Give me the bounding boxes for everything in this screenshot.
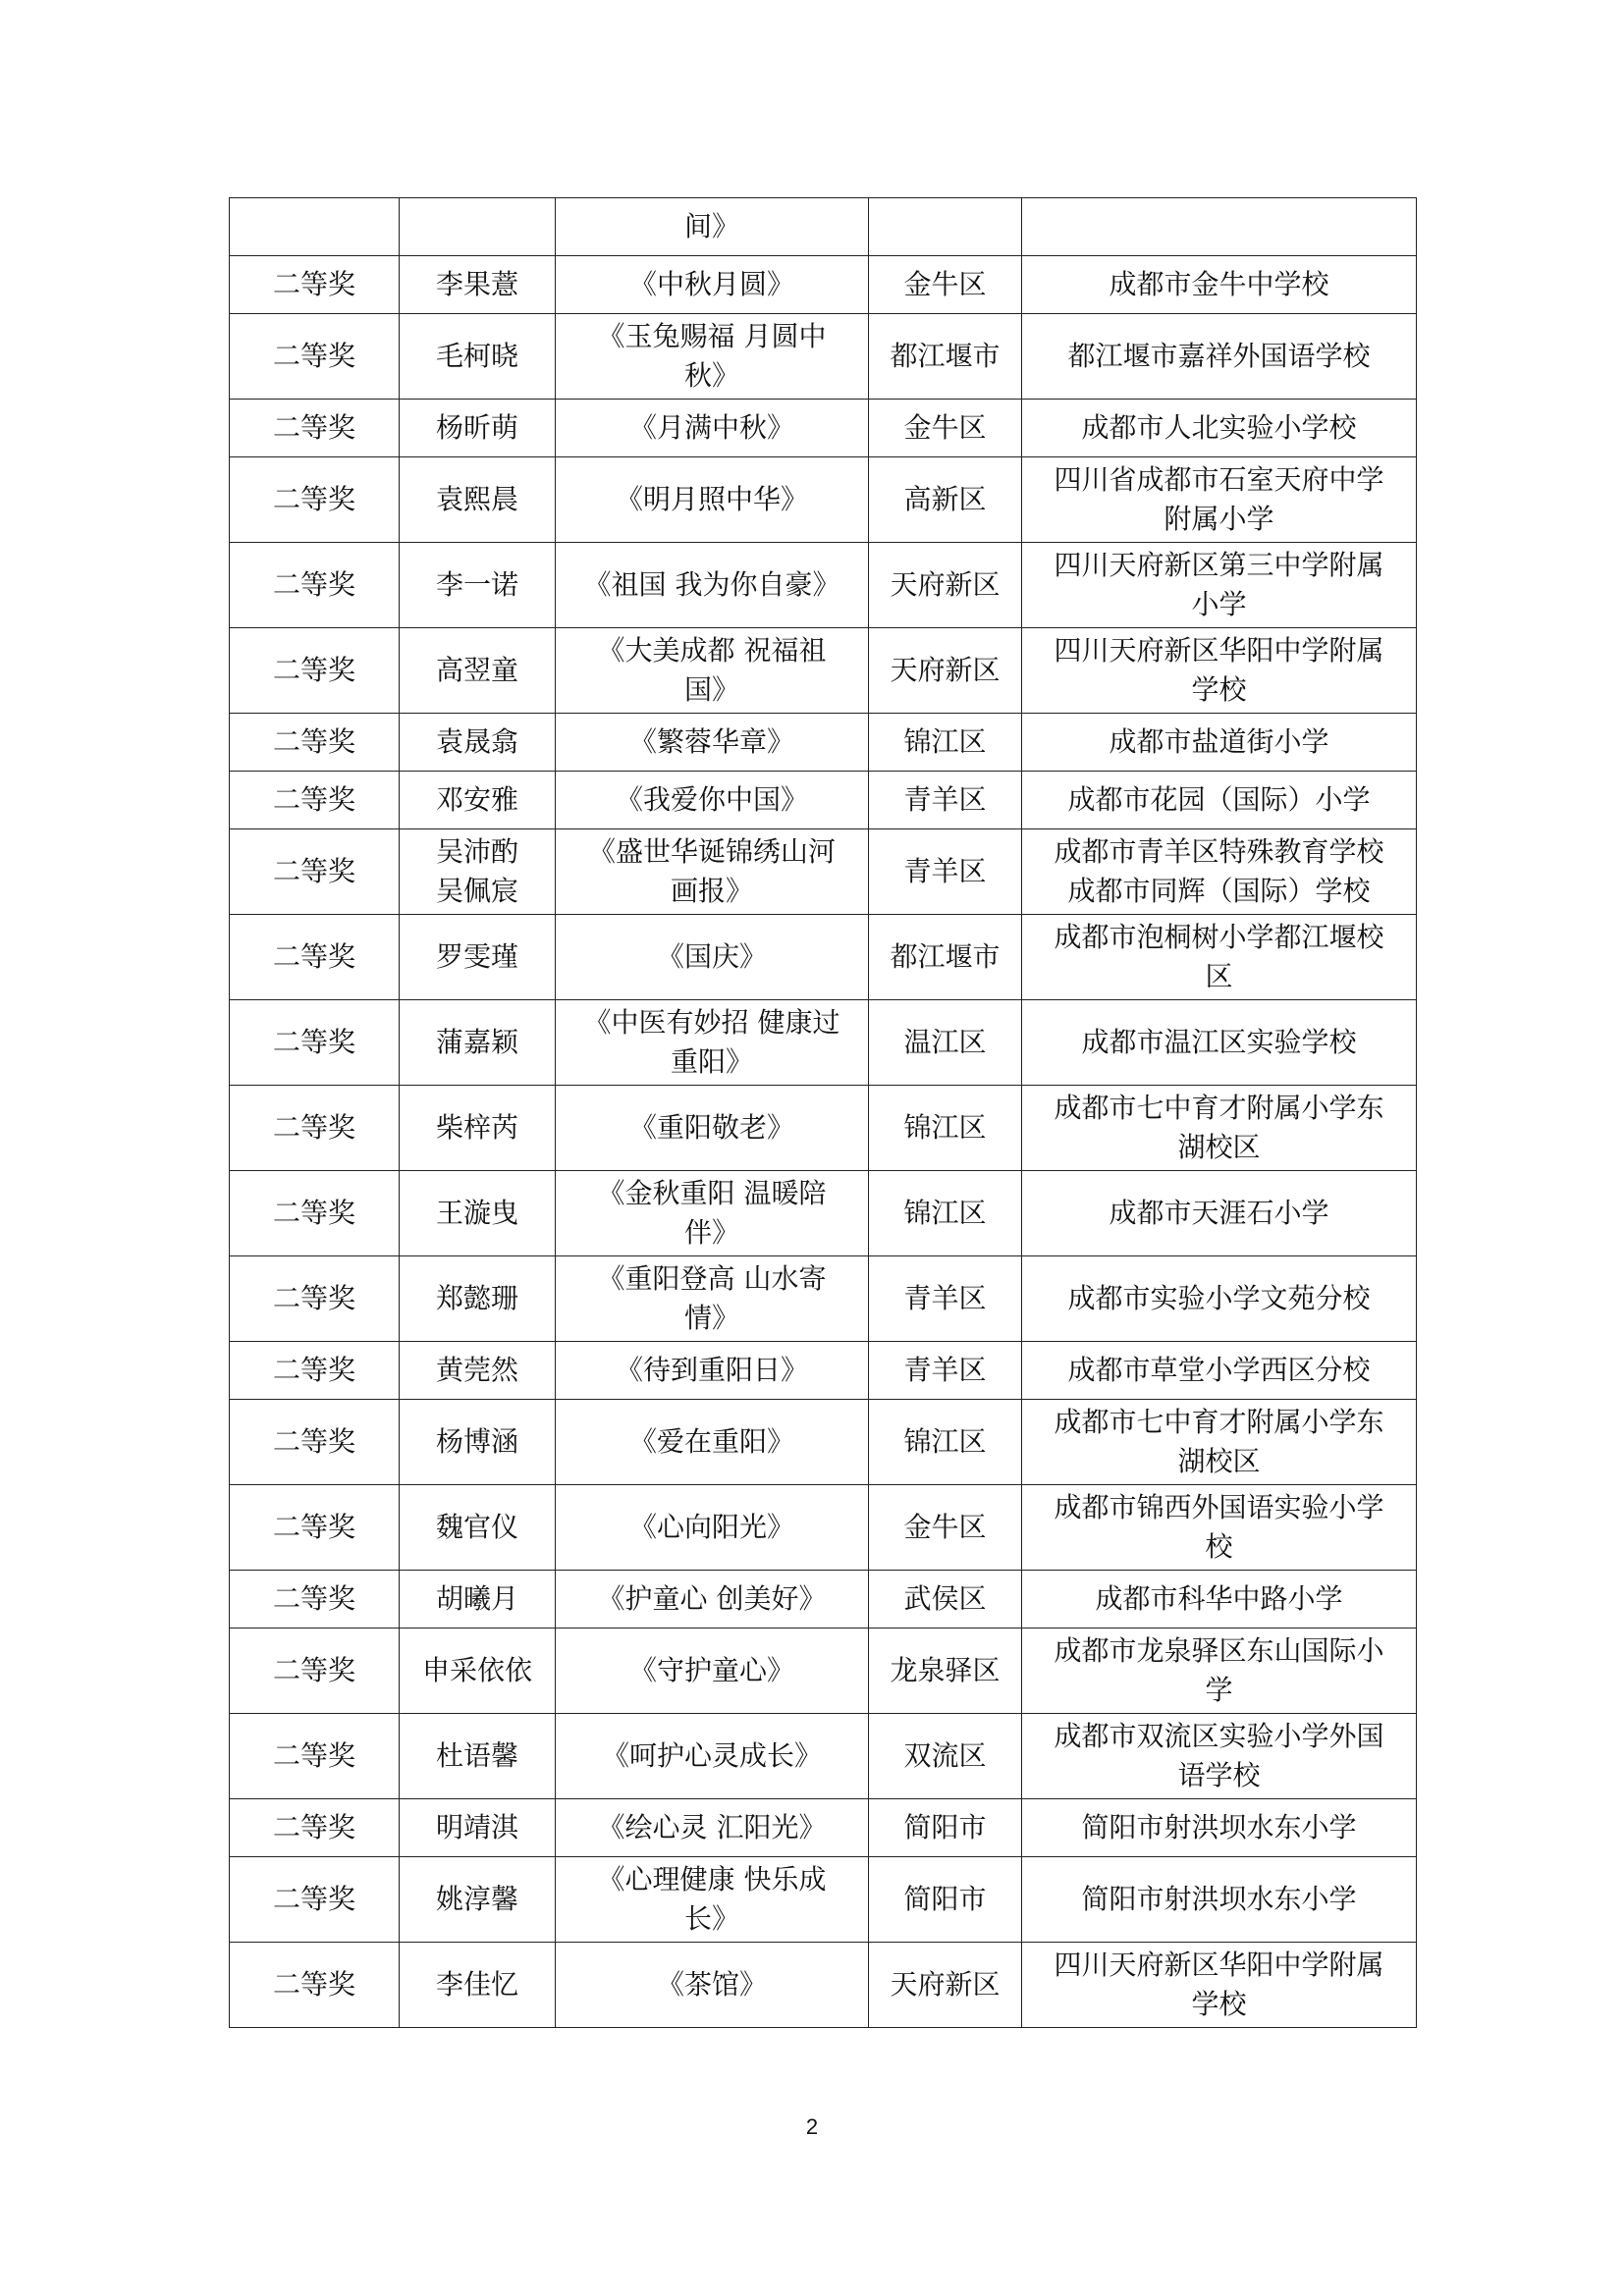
work-title-cell: 《守护童心》 bbox=[556, 1629, 869, 1714]
district-cell: 温江区 bbox=[869, 1000, 1022, 1086]
award-cell: 二等奖 bbox=[230, 1086, 400, 1171]
work-title-cell: 《中医有妙招 健康过 重阳》 bbox=[556, 1000, 869, 1086]
award-cell: 二等奖 bbox=[230, 1943, 400, 2028]
page-number: 2 bbox=[805, 2114, 819, 2139]
award-cell: 二等奖 bbox=[230, 628, 400, 714]
school-cell: 都江堰市嘉祥外国语学校 bbox=[1022, 314, 1417, 400]
work-title-cell: 《大美成都 祝福祖 国》 bbox=[556, 628, 869, 714]
award-cell: 二等奖 bbox=[230, 1000, 400, 1086]
award-cell: 二等奖 bbox=[230, 256, 400, 314]
name-cell bbox=[400, 198, 556, 256]
district-cell: 金牛区 bbox=[869, 256, 1022, 314]
school-cell: 成都市草堂小学西区分校 bbox=[1022, 1342, 1417, 1400]
table-row bbox=[230, 714, 1417, 772]
table-row bbox=[230, 1000, 1417, 1086]
work-title-cell: 《明月照中华》 bbox=[556, 457, 869, 543]
table-row bbox=[230, 314, 1417, 400]
work-title-cell: 《茶馆》 bbox=[556, 1943, 869, 2028]
school-cell: 四川天府新区华阳中学附属 学校 bbox=[1022, 628, 1417, 714]
district-cell: 武侯区 bbox=[869, 1571, 1022, 1629]
name-cell: 袁晟翕 bbox=[400, 714, 556, 772]
table-row bbox=[230, 256, 1417, 314]
work-title-cell: 《玉兔赐福 月圆中 秋》 bbox=[556, 314, 869, 400]
work-title-cell: 《国庆》 bbox=[556, 915, 869, 1000]
award-cell: 二等奖 bbox=[230, 714, 400, 772]
name-cell: 毛柯晓 bbox=[400, 314, 556, 400]
award-cell: 二等奖 bbox=[230, 1400, 400, 1485]
school-cell: 成都市盐道街小学 bbox=[1022, 714, 1417, 772]
work-title-cell: 《盛世华诞锦绣山河 画报》 bbox=[556, 829, 869, 915]
award-cell: 二等奖 bbox=[230, 543, 400, 628]
district-cell: 青羊区 bbox=[869, 829, 1022, 915]
district-cell: 锦江区 bbox=[869, 1171, 1022, 1256]
award-cell: 二等奖 bbox=[230, 1857, 400, 1943]
name-cell: 魏官仪 bbox=[400, 1485, 556, 1571]
district-cell: 锦江区 bbox=[869, 714, 1022, 772]
district-cell: 简阳市 bbox=[869, 1857, 1022, 1943]
name-cell: 胡曦月 bbox=[400, 1571, 556, 1629]
school-cell: 简阳市射洪坝水东小学 bbox=[1022, 1857, 1417, 1943]
award-cell: 二等奖 bbox=[230, 772, 400, 829]
school-cell: 成都市泡桐树小学都江堰校 区 bbox=[1022, 915, 1417, 1000]
work-title-cell: 《繁蓉华章》 bbox=[556, 714, 869, 772]
award-cell: 二等奖 bbox=[230, 457, 400, 543]
name-cell: 袁熙晨 bbox=[400, 457, 556, 543]
school-cell: 四川天府新区第三中学附属 小学 bbox=[1022, 543, 1417, 628]
name-cell: 邓安雅 bbox=[400, 772, 556, 829]
table-row bbox=[230, 1799, 1417, 1857]
work-title-cell: 《待到重阳日》 bbox=[556, 1342, 869, 1400]
work-title-cell: 《爱在重阳》 bbox=[556, 1400, 869, 1485]
table-row bbox=[230, 400, 1417, 457]
name-cell: 蒲嘉颖 bbox=[400, 1000, 556, 1086]
district-cell: 锦江区 bbox=[869, 1086, 1022, 1171]
work-title-cell: 《金秋重阳 温暖陪 伴》 bbox=[556, 1171, 869, 1256]
name-cell: 杜语馨 bbox=[400, 1714, 556, 1799]
district-cell: 金牛区 bbox=[869, 400, 1022, 457]
name-cell: 郑懿珊 bbox=[400, 1256, 556, 1342]
work-title-cell: 《我爱你中国》 bbox=[556, 772, 869, 829]
award-cell: 二等奖 bbox=[230, 1256, 400, 1342]
school-cell: 成都市锦西外国语实验小学 校 bbox=[1022, 1485, 1417, 1571]
table-row bbox=[230, 1086, 1417, 1171]
table-row bbox=[230, 829, 1417, 915]
name-cell: 黄莞然 bbox=[400, 1342, 556, 1400]
award-cell: 二等奖 bbox=[230, 1629, 400, 1714]
award-cell: 二等奖 bbox=[230, 1571, 400, 1629]
table-row bbox=[230, 915, 1417, 1000]
district-cell: 双流区 bbox=[869, 1714, 1022, 1799]
work-title-cell: 《重阳登高 山水寄 情》 bbox=[556, 1256, 869, 1342]
award-cell: 二等奖 bbox=[230, 1714, 400, 1799]
school-cell: 成都市花园（国际）小学 bbox=[1022, 772, 1417, 829]
school-cell: 成都市双流区实验小学外国 语学校 bbox=[1022, 1714, 1417, 1799]
district-cell: 天府新区 bbox=[869, 628, 1022, 714]
name-cell: 杨昕萌 bbox=[400, 400, 556, 457]
table-row bbox=[230, 198, 1417, 256]
district-cell: 青羊区 bbox=[869, 772, 1022, 829]
award-cell: 二等奖 bbox=[230, 829, 400, 915]
name-cell: 姚淳馨 bbox=[400, 1857, 556, 1943]
work-title-cell: 间》 bbox=[556, 198, 869, 256]
school-cell: 成都市青羊区特殊教育学校 成都市同辉（国际）学校 bbox=[1022, 829, 1417, 915]
name-cell: 李佳忆 bbox=[400, 1943, 556, 2028]
work-title-cell: 《祖国 我为你自豪》 bbox=[556, 543, 869, 628]
table-row bbox=[230, 1714, 1417, 1799]
school-cell: 成都市龙泉驿区东山国际小 学 bbox=[1022, 1629, 1417, 1714]
work-title-cell: 《绘心灵 汇阳光》 bbox=[556, 1799, 869, 1857]
school-cell: 四川天府新区华阳中学附属 学校 bbox=[1022, 1943, 1417, 2028]
name-cell: 李果薏 bbox=[400, 256, 556, 314]
award-cell: 二等奖 bbox=[230, 1485, 400, 1571]
school-cell: 成都市温江区实验学校 bbox=[1022, 1000, 1417, 1086]
school-cell: 成都市七中育才附属小学东 湖校区 bbox=[1022, 1400, 1417, 1485]
work-title-cell: 《呵护心灵成长》 bbox=[556, 1714, 869, 1799]
school-cell: 四川省成都市石室天府中学 附属小学 bbox=[1022, 457, 1417, 543]
table-row bbox=[230, 1400, 1417, 1485]
name-cell: 高翌童 bbox=[400, 628, 556, 714]
work-title-cell: 《重阳敬老》 bbox=[556, 1086, 869, 1171]
table-row bbox=[230, 1342, 1417, 1400]
table-row bbox=[230, 1571, 1417, 1629]
name-cell: 李一诺 bbox=[400, 543, 556, 628]
table-row bbox=[230, 1171, 1417, 1256]
award-cell: 二等奖 bbox=[230, 400, 400, 457]
award-cell: 二等奖 bbox=[230, 314, 400, 400]
award-cell bbox=[230, 198, 400, 256]
district-cell: 龙泉驿区 bbox=[869, 1629, 1022, 1714]
school-cell: 成都市科华中路小学 bbox=[1022, 1571, 1417, 1629]
award-cell: 二等奖 bbox=[230, 1342, 400, 1400]
work-title-cell: 《心向阳光》 bbox=[556, 1485, 869, 1571]
table-row bbox=[230, 1256, 1417, 1342]
district-cell: 天府新区 bbox=[869, 543, 1022, 628]
table-row bbox=[230, 457, 1417, 543]
school-cell: 成都市金牛中学校 bbox=[1022, 256, 1417, 314]
district-cell: 青羊区 bbox=[869, 1256, 1022, 1342]
awards-table bbox=[229, 197, 1417, 2028]
school-cell bbox=[1022, 198, 1417, 256]
work-title-cell: 《心理健康 快乐成 长》 bbox=[556, 1857, 869, 1943]
district-cell: 金牛区 bbox=[869, 1485, 1022, 1571]
table-row bbox=[230, 1857, 1417, 1943]
district-cell: 都江堰市 bbox=[869, 915, 1022, 1000]
name-cell: 杨博涵 bbox=[400, 1400, 556, 1485]
table-row bbox=[230, 1629, 1417, 1714]
school-cell: 简阳市射洪坝水东小学 bbox=[1022, 1799, 1417, 1857]
name-cell: 明靖淇 bbox=[400, 1799, 556, 1857]
district-cell: 简阳市 bbox=[869, 1799, 1022, 1857]
district-cell bbox=[869, 198, 1022, 256]
table-row bbox=[230, 772, 1417, 829]
name-cell: 罗雯瑾 bbox=[400, 915, 556, 1000]
award-cell: 二等奖 bbox=[230, 915, 400, 1000]
name-cell: 吴沛酌 吴佩宸 bbox=[400, 829, 556, 915]
work-title-cell: 《月满中秋》 bbox=[556, 400, 869, 457]
table-row bbox=[230, 1943, 1417, 2028]
district-cell: 高新区 bbox=[869, 457, 1022, 543]
school-cell: 成都市实验小学文苑分校 bbox=[1022, 1256, 1417, 1342]
work-title-cell: 《中秋月圆》 bbox=[556, 256, 869, 314]
table-row bbox=[230, 1485, 1417, 1571]
name-cell: 柴梓芮 bbox=[400, 1086, 556, 1171]
award-cell: 二等奖 bbox=[230, 1171, 400, 1256]
district-cell: 锦江区 bbox=[869, 1400, 1022, 1485]
district-cell: 天府新区 bbox=[869, 1943, 1022, 2028]
work-title-cell: 《护童心 创美好》 bbox=[556, 1571, 869, 1629]
school-cell: 成都市七中育才附属小学东 湖校区 bbox=[1022, 1086, 1417, 1171]
school-cell: 成都市天涯石小学 bbox=[1022, 1171, 1417, 1256]
name-cell: 王漩曳 bbox=[400, 1171, 556, 1256]
table-row bbox=[230, 628, 1417, 714]
district-cell: 青羊区 bbox=[869, 1342, 1022, 1400]
school-cell: 成都市人北实验小学校 bbox=[1022, 400, 1417, 457]
name-cell: 申采依依 bbox=[400, 1629, 556, 1714]
table-row bbox=[230, 543, 1417, 628]
district-cell: 都江堰市 bbox=[869, 314, 1022, 400]
award-cell: 二等奖 bbox=[230, 1799, 400, 1857]
